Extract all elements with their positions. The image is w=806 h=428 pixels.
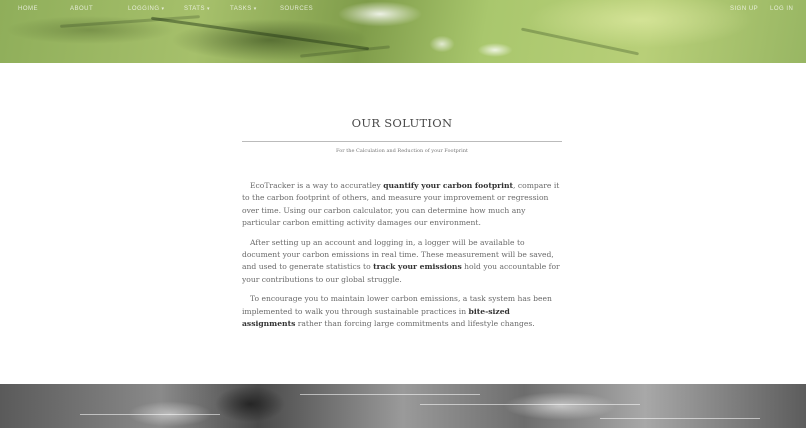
nav-label: SIGN UP (730, 6, 759, 12)
nav-item-tasks[interactable] (230, 6, 257, 12)
title-divider (242, 141, 562, 142)
nav-label: ABOUT (70, 6, 94, 12)
hero-banner-image (0, 0, 806, 63)
banner-texture (521, 28, 639, 56)
description-body (242, 180, 562, 338)
nav-item-about[interactable] (70, 6, 93, 12)
banner-texture (300, 45, 390, 57)
section-title: OUR SOLUTION (351, 116, 453, 130)
nav-label: STATS (184, 6, 205, 12)
nav-log-in-link[interactable] (770, 6, 793, 12)
nav-item-sources[interactable] (280, 6, 313, 12)
top-navigation (0, 0, 806, 18)
banner-texture (80, 414, 220, 415)
paragraph-logger (242, 237, 562, 286)
nav-item-home[interactable] (18, 6, 38, 12)
highlight-text: track your emissions (373, 262, 462, 272)
section-subtitle: For the Calculation and Reduction of your Footprint (336, 148, 468, 154)
paragraph-text: To encourage you to maintain lower carbon emissions, a task system has been implemented to walk you through sustainable practices in (242, 294, 552, 316)
nav-label: TASKS (230, 6, 252, 12)
chevron-down-icon: ▾ (253, 6, 257, 12)
highlight-text: quantify your carbon footprint (383, 181, 514, 190)
nav-label: SOURCES (280, 6, 314, 12)
paragraph-quantify (242, 180, 562, 229)
banner-texture (420, 404, 640, 405)
chevron-down-icon: ▾ (161, 6, 165, 12)
nav-label: LOGGING (128, 6, 160, 12)
chevron-down-icon: ▾ (206, 6, 210, 12)
paragraph-text: hold you accountable for your contributions to our global struggle. (242, 262, 560, 284)
paragraph-text: EcoTracker is a way to accuratley (250, 181, 384, 190)
highlight-text: bite-sized assignments (242, 306, 510, 328)
paragraph-text: After setting up an account and logging in, a logger will be available to document your carbon emissions in real time. These measurement will be saved, and used to generate statistics to (242, 237, 554, 272)
paragraph-text: rather than forcing large commitments and lifestyle changes. (295, 318, 535, 328)
nav-item-logging[interactable] (128, 6, 165, 12)
nav-label: LOG IN (770, 6, 794, 12)
footer-banner-image (0, 384, 806, 428)
nav-label: HOME (18, 6, 38, 12)
banner-texture (600, 418, 760, 419)
banner-texture (151, 17, 369, 51)
banner-texture (300, 394, 480, 395)
paragraph-tasks (242, 293, 562, 330)
nav-sign-up-link[interactable] (730, 6, 758, 12)
paragraph-text: , compare it to the carbon footprint of others, and measure your improvement or regression over time. Using our carbon calculator, you can determine how much any particular carbon emitting activity damages our environment. (242, 181, 560, 227)
nav-item-stats[interactable] (184, 6, 210, 12)
